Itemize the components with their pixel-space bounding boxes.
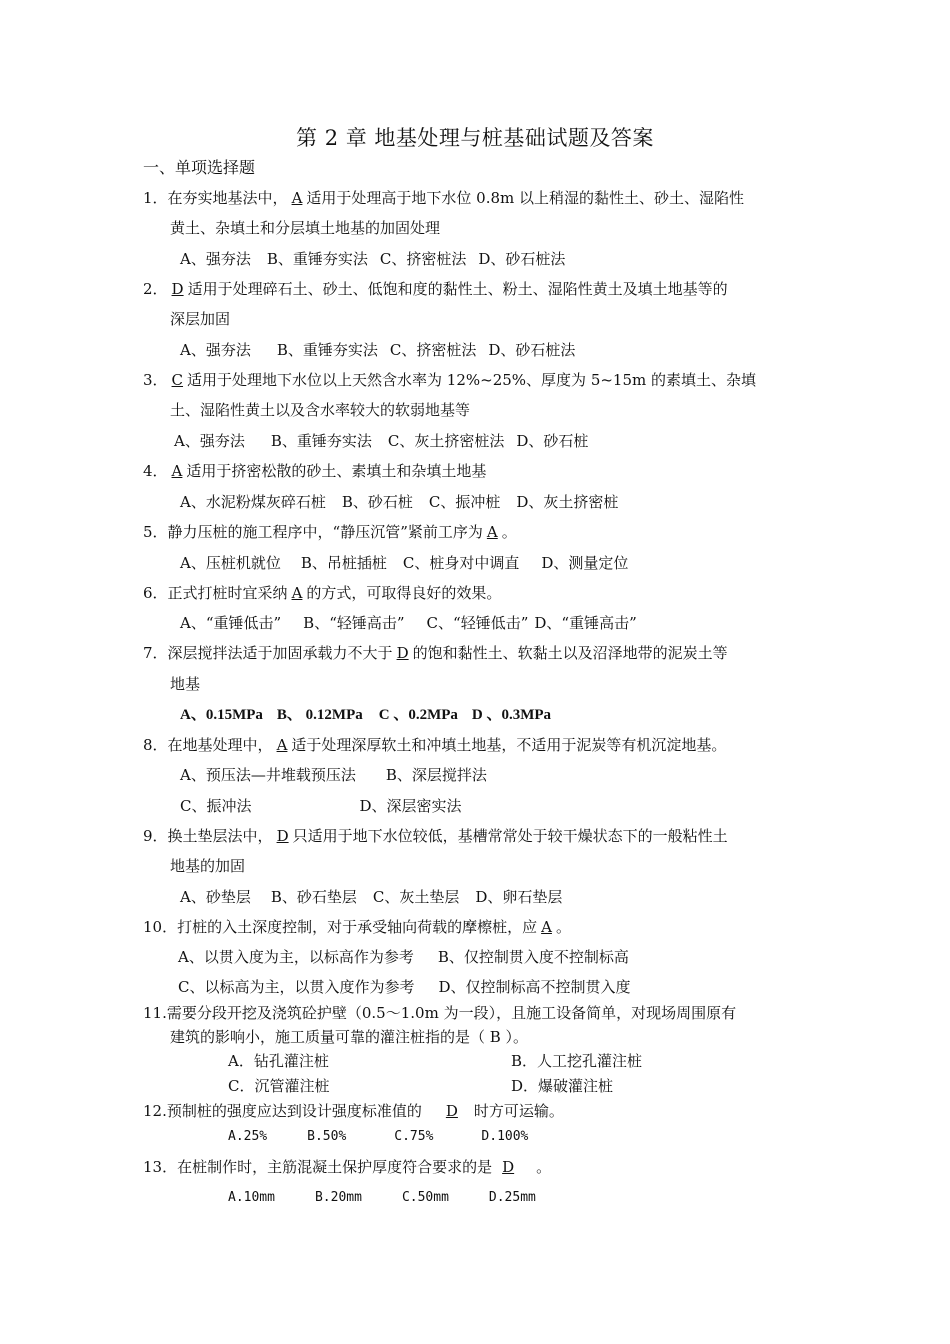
options-1: A、强夯法 B、重锤夯实法 C、挤密桩法 D、砂石桩法 <box>180 250 566 268</box>
answer-6: A <box>291 584 303 602</box>
question-8: 8．在地基处理中， A 适于处理深厚软土和冲填土地基，不适用于泥炭等有机沉淀地基。 <box>143 736 727 754</box>
answer-8: A <box>276 736 288 754</box>
options-2: A、强夯法 B、重锤夯实法 C、挤密桩法 D、砂石桩法 <box>180 341 576 359</box>
options-3: A、强夯法 B、重锤夯实法 C、灰土挤密桩法 D、砂石桩 <box>174 432 589 450</box>
question-4: 4． A 适用于挤密松散的砂土、素填土和杂填土地基 <box>143 462 487 480</box>
answer-13: D <box>502 1158 515 1176</box>
options-10-row2: C、以标高为主，以贯入度作为参考 D、仅控制标高不控制贯入度 <box>178 978 631 996</box>
question-1-cont: 黄土、杂填土和分层填土地基的加固处理 <box>170 219 441 237</box>
question-2: 2． D 适用于处理碎石土、砂土、低饱和度的黏性土、粉土、湿陷性黄土及填土地基等的 <box>143 280 728 298</box>
question-10: 10．打桩的入土深度控制，对于承受轴向荷载的摩檫桩，应 A 。 <box>143 918 571 936</box>
question-7-cont: 地基 <box>170 675 201 693</box>
question-5: 5．静力压桩的施工程序中，“静压沉管”紧前工序为 A 。 <box>143 523 517 541</box>
question-11: 11.需要分段开挖及浇筑砼护壁（0.5～1.0m 为一段），且施工设备简单，对现场周围原有 <box>143 1004 737 1022</box>
option-11-d: D．爆破灌注桩 <box>511 1077 614 1095</box>
options-4: A、水泥粉煤灰碎石桩 B、砂石桩 C、振冲桩 D、灰土挤密桩 <box>180 493 619 511</box>
answer-12: D <box>445 1102 458 1120</box>
question-6: 6．正式打桩时宜采纳 A 的方式，可取得良好的效果。 <box>143 584 502 602</box>
options-8-row2: C、振冲法 D、深层密实法 <box>180 797 462 815</box>
question-13: 13．在桩制作时，主筋混凝土保护厚度符合要求的是 D 。 <box>143 1158 552 1176</box>
answer-3: C <box>171 371 184 389</box>
options-5: A、压桩机就位 B、吊桩插桩 C、桩身对中调直 D、测量定位 <box>180 554 629 572</box>
section-heading: 一、单项选择题 <box>143 158 256 177</box>
option-11-c: C．沉管灌注桩 <box>228 1077 330 1095</box>
answer-9: D <box>276 827 289 845</box>
question-3: 3． C 适用于处理地下水位以上天然含水率为 12%~25%、厚度为 5~15m 的素填土、杂填 <box>143 371 757 389</box>
question-1: 1．在夯实地基法中， A 适用于处理高于地下水位 0.8m 以上稍湿的黏性土、砂土、湿陷性 <box>143 189 745 207</box>
answer-4: A <box>171 462 183 480</box>
question-2-cont: 深层加固 <box>170 310 231 328</box>
question-7: 7．深层搅拌法适于加固承载力不大于 D 的饱和黏性土、软黏土以及沼泽地带的泥炭土等 <box>143 644 728 662</box>
answer-2: D <box>171 280 184 298</box>
page-title: 第 2 章 地基处理与桩基础试题及答案 <box>296 126 654 150</box>
question-3-cont: 土、湿陷性黄土以及含水率较大的软弱地基等 <box>170 401 471 419</box>
options-9: A、砂垫层 B、砂石垫层 C、灰土垫层 D、卵石垫层 <box>180 888 563 906</box>
options-13: A.10mm B.20mm C.50mm D.25mm <box>228 1190 536 1205</box>
answer-7: D <box>396 644 409 662</box>
options-10-row1: A、以贯入度为主，以标高作为参考 B、仅控制贯入度不控制标高 <box>178 948 629 966</box>
question-9-cont: 地基的加固 <box>170 857 246 875</box>
option-11-a: A．钻孔灌注桩 <box>228 1052 329 1070</box>
question-9: 9．换土垫层法中， D 只适用于地下水位较低，基槽常常处于较干燥状态下的一般粘性土 <box>143 827 728 845</box>
answer-5: A <box>486 523 498 541</box>
options-12: A.25% B.50% C.75% D.100% <box>228 1129 529 1144</box>
question-11-cont: 建筑的影响小，施工质量可靠的灌注桩指的是（ B ）。 <box>170 1028 529 1046</box>
options-8-row1: A、预压法—井堆载预压法 B、深层搅拌法 <box>180 766 487 784</box>
options-6: A、“重锤低击” B、“轻锤高击” C、“轻锤低击” D、“重锤高击” <box>180 614 637 632</box>
options-7: A、0.15MPa B、 0.12MPa C 、0.2MPa D 、0.3MPa <box>180 707 552 723</box>
option-11-b: B．人工挖孔灌注桩 <box>511 1052 643 1070</box>
answer-10: A <box>541 918 552 936</box>
answer-1: A <box>291 189 303 207</box>
question-12: 12.预制桩的强度应达到设计强度标准值的 D 时方可运输。 <box>143 1102 564 1120</box>
